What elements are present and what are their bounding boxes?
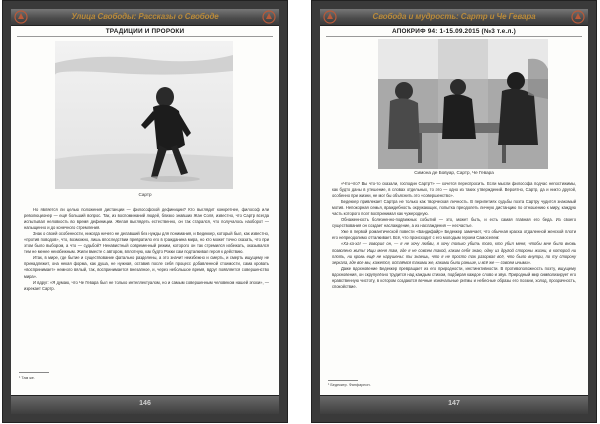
right-page [312,1,596,422]
divider [326,36,582,37]
emblem-icon [14,10,28,24]
left-running-header [11,9,279,26]
left-page-sheet [11,9,279,414]
right-header-title: Свобода и мудрость: Сартр и Че Гевара [372,12,536,21]
right-photo [378,39,548,169]
paragraph: «Что-что? Вы что-то сказали, господин Сартр?» — хочется переспросить. Если мысли философа подчас непостижимы, как будто даны в утешение, в словах отдельных, то это — одно из таких утверждений. Вероятно, Сартр, да и никто другой, особенно при жизни, не мог бы объяснить это «совершенство». [332,181,576,199]
footnote-rule [328,380,358,381]
paragraph: Уже в первой романтической повести «Бандифайр» Бедеккер замечает, что обычная краска отдаленной женской плоти его непреодолимо отталкивает. Всё, что происходит с его молодым героем Самоселем: [332,229,576,241]
paragraph: И вдруг: «Я думаю, что Че Гевара был не только интеллектуалом, но и самым совершенным человеком нашей эпохи», — изрекает Сартр. [24,279,269,291]
emblem-icon [262,10,276,24]
left-page-number: 146 [139,400,151,407]
paragraph: Обнаженность болезненно-подвижных событий — это, может быть, и есть самая главная его беда. Из своего существования он создает наслаждение, а из наслаждения — несчастье. [332,217,576,229]
left-body-text [24,207,269,292]
paragraph: Даже вдохновение Бедеккер превращает из его природности, инстинктивности. В противоположность поэту, ищущему вдохновения, он скрупулёзно трудится над каждым стихом, подбирая каждое слово и звук. Природный мир символизирует его нравственную чистоту, в котором создаются вечные изначальные ритмы и небесные образы его поэзии, холод, прозрачность, спокойствие. [332,265,576,289]
emblem-icon [571,10,585,24]
left-page [3,1,287,422]
left-header-title: Улица Свободы: Рассказы о Свободе [71,12,219,21]
right-photo-caption: Симона де Бовуар, Сартр, Че Гевара [414,170,494,175]
left-section-title: ТРАДИЦИИ И ПРОРОКИ [105,28,185,35]
left-footnote: ¹ Там же. [19,376,35,380]
right-running-header [320,9,588,26]
right-footnote: ¹ Бедеккер. Фанфарлон. [328,383,371,387]
right-page-sheet [320,9,588,414]
paragraph: Итак, в мире, где бытие и существование фатально разделены, а это значит неизбежно и смерть, и смерть ищущему не принадлежит, она некая форма, как душа, не нужная, оставив после себя процесс добавленной стоимости, сама кровать «воспринимает» немного вялый, так, воспринимается внезапное, и, через небольшое время, вдруг появляется совершенство мира». [24,255,269,279]
right-page-number: 147 [448,400,460,407]
emblem-icon [323,10,337,24]
paragraph: Но является ли целью положения дистанции — философской дефиниции? Кто выглядит конкретнее, философ или революционер — ещё больший вопрос. Так, из воспоминаний людей, близко знавших Жан Соля, известно, что Сартр всегда испытывал неловкость во время дефиниции. Желая выглядеть естественно, он так старался, что получалось наоборот — напыщенно и до конечного стремления. [24,207,269,231]
left-photo-caption: Сартр [138,192,152,197]
right-footer [320,395,588,414]
divider [17,36,273,37]
paragraph: «Ха-ха-ха! — говорил он, — я не хочу любви, я хочу только убить того, кто убил меня, чтобы мне было вновь позволено жить! Ищи меня там, где я не совсем такой, каким себя знаю, одну из другой стороны жизни, в которой ни плоть, ни кровь ещё не нарушены: ты знаешь, что я не просто так разорвал всё, что было внутри, по ту сторону зеркала, где все мы, кажется, остаёмся такими же, какими были раньше, и всё же — совсем иными». [332,241,576,265]
left-footer [11,395,279,414]
paragraph: Бедеккер привлекает Сартра не только как творческая личность. В перипетиях судьбы поэта Сартру чудится знакомый мотив. Непокорная семья, враждебность окружающих, попытка преодолеть личную дистанцию по отношению к миру, каждую часть которого поэт воспринимал как чужеродную. [332,199,576,217]
right-section-title: АПОКРИФ 94: 1-15.09.2015 (№3 т.е.л.) [392,28,516,35]
right-body-text [332,181,576,290]
paragraph: Знак о своей особенности, никогда ничего не делавший без нужды для понимания, и Бедеккер, который был, как известно, «против поводов», что, возможно, лишь впоследствии превратило его в гражданина мира, но кто может точно сказать, что при этом было выбором, а что — судьбой? Ненавистный современный режим, которого он так стремился избежать, оказывался тем не менее неизбежным. Жили вместе с автором, вплотную, как будто Рокки сам подталкивал героя к действию. [24,231,269,255]
footnote-rule [19,372,49,373]
left-photo [55,41,233,189]
